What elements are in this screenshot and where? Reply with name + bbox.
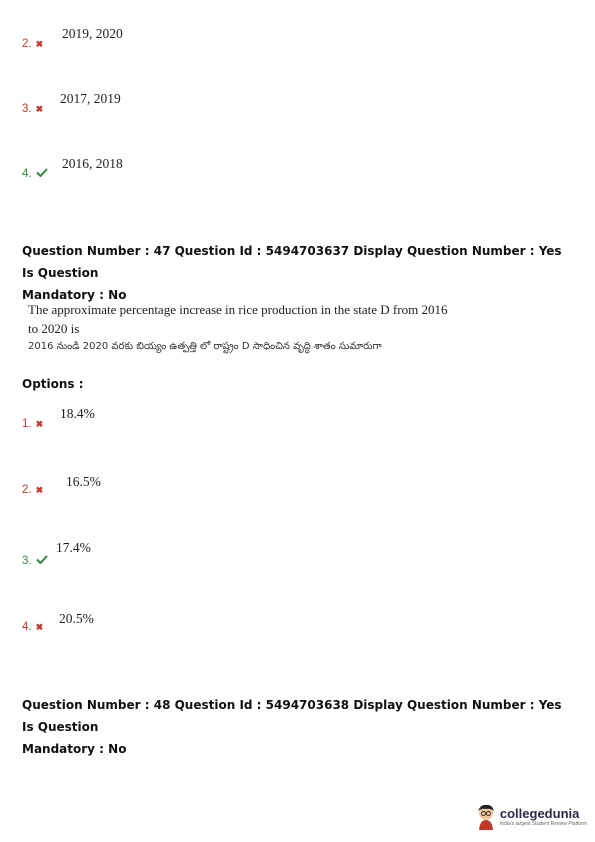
question-header-line: Question Number : 47 Question Id : 5494703637 Display Question Number : Yes Is Question: [22, 244, 562, 280]
check-icon: [36, 168, 48, 180]
option-number: 4.: [22, 621, 32, 633]
option-text: 2016, 2018: [62, 156, 123, 171]
wrong-cross-icon: ✖: [35, 38, 44, 49]
wrong-cross-icon: ✖: [35, 621, 44, 632]
wrong-cross-icon: ✖: [35, 418, 44, 429]
question-header: [22, 240, 577, 306]
option-text: 18.4%: [60, 406, 95, 421]
option-text: 20.5%: [59, 611, 94, 626]
question-text-telugu: 2016 నుండి 2020 వరకు బియ్యం ఉత్పత్తి లో రాష్ట్రం D సాధించిన వృద్ధి శాతం సుమారుగా: [28, 341, 382, 352]
options-label: Options :: [22, 377, 84, 391]
option-row: [22, 474, 101, 496]
question-header-line: Mandatory : No: [22, 288, 127, 302]
mascot-icon: [475, 804, 497, 830]
logo-tagline: India's largest Student Review Platform: [499, 821, 587, 827]
option-text: 17.4%: [56, 540, 91, 555]
question-header-line: Mandatory : No: [22, 742, 127, 756]
option-text: 2017, 2019: [60, 91, 121, 106]
question-text-line: The approximate percentage increase in rice production in the state D from 2016: [28, 302, 448, 317]
option-text: 16.5%: [66, 474, 101, 489]
question-header: [22, 694, 577, 760]
check-icon: [36, 555, 48, 567]
wrong-cross-icon: ✖: [35, 103, 44, 114]
option-row: [22, 91, 121, 115]
wrong-cross-icon: ✖: [35, 484, 44, 495]
option-number: 3.: [22, 555, 32, 567]
option-number: 4.: [22, 168, 32, 180]
logo-name: collegedunia: [499, 806, 580, 821]
option-number: 3.: [22, 103, 32, 115]
option-number: 1.: [22, 418, 32, 430]
option-row: [22, 26, 123, 50]
option-row: [22, 611, 94, 633]
question-header-line: Question Number : 48 Question Id : 5494703638 Display Question Number : Yes Is Question: [22, 698, 562, 734]
option-row: [22, 406, 95, 430]
option-number: 2.: [22, 484, 32, 496]
option-row: [22, 156, 123, 180]
option-text: 2019, 2020: [62, 26, 123, 41]
question-text: [28, 300, 468, 356]
option-row: [22, 540, 91, 567]
collegedunia-logo: [475, 804, 587, 830]
question-text-line: to 2020 is: [28, 321, 80, 336]
option-number: 2.: [22, 38, 32, 50]
